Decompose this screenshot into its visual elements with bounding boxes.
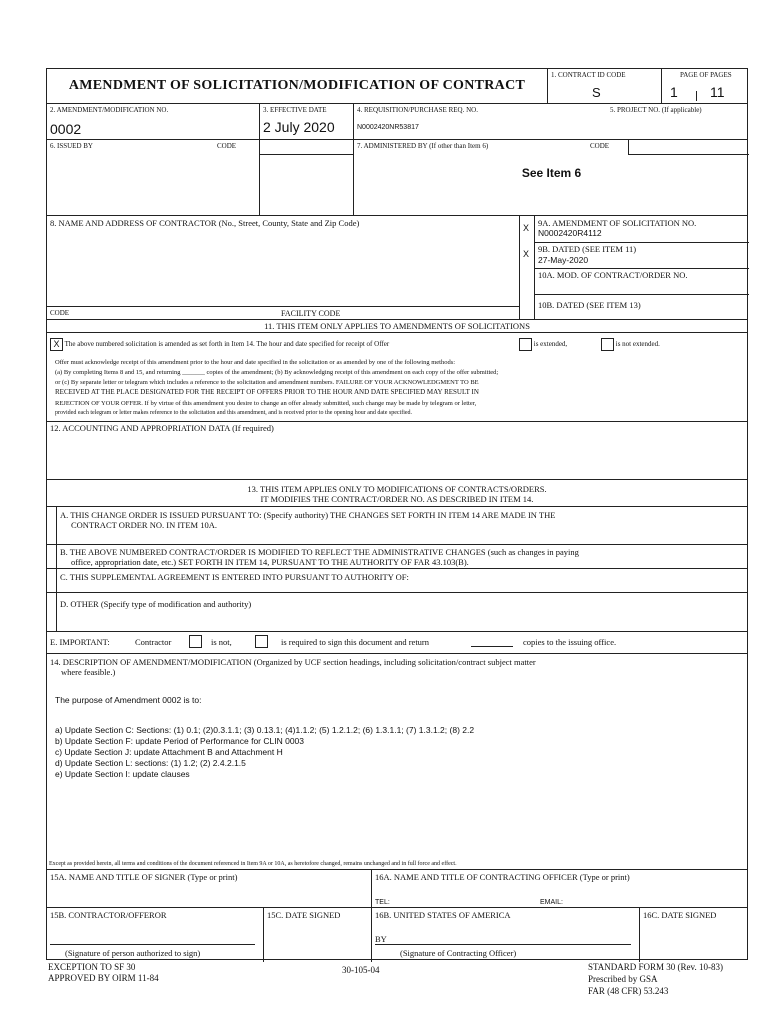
item11-p5: REJECTION OF YOUR OFFER. If by virtue of this amendment you desire to change an offer already submitted, such change may be made by telegram or letter, — [55, 400, 477, 407]
page-count: 11 — [710, 84, 725, 100]
footer-left-1: EXCEPTION TO SF 30 — [48, 962, 136, 972]
copies-label: copies to the issuing office. — [523, 637, 617, 647]
req-no-value[interactable]: N0002420NR53817 — [357, 124, 419, 131]
issued-by-code-box[interactable] — [260, 140, 353, 155]
contractor-signature-line[interactable] — [50, 944, 255, 945]
item14-line-c: c) Update Section J: update Attachment B and Attachment H — [55, 747, 283, 757]
item13d-label: D. OTHER (Specify type of modification and authority) — [60, 599, 252, 609]
amendment-no-value[interactable]: 0002 — [50, 121, 82, 137]
page-divider — [696, 91, 697, 101]
item13d-cell[interactable] — [47, 592, 747, 633]
req-no-label: 4. REQUISITION/PURCHASE REQ. NO. — [357, 106, 478, 114]
amendment-purpose: The purpose of Amendment 0002 is to: — [55, 695, 202, 705]
important-contractor: Contractor — [135, 637, 172, 647]
item14-line-a: a) Update Section C: Sections: (1) 0.1; (2)0.3.1.1; (3) 0.13.1; (4)1.1.2; (5) 1.2.1.2; (6) 1.3.1.1; (7) 1.3.1.2; (8) 2.2 — [55, 725, 475, 735]
item15a-label: 15A. NAME AND TITLE OF SIGNER (Type or print) — [50, 872, 238, 882]
item9b-value[interactable]: 27-May-2020 — [538, 255, 589, 265]
item9b-label: 9B. DATED (SEE ITEM 11) — [538, 244, 637, 254]
contractor-block — [47, 215, 747, 320]
item12-label: 12. ACCOUNTING AND APPROPRIATION DATA (If required) — [50, 423, 274, 433]
sf30-form — [46, 68, 748, 960]
item11-p3: or (c) By separate letter or telegram which includes a reference to the solicitation and amendment numbers. FAILURE OF YOUR ACKNOWLEDGMENT TO BE — [55, 379, 479, 386]
footer-right-1: STANDARD FORM 30 (Rev. 10-83) — [588, 962, 723, 972]
item9a-label: 9A. AMENDMENT OF SOLICITATION NO. — [538, 218, 697, 228]
form-title: AMENDMENT OF SOLICITATION/MODIFICATION OF CONTRACT — [68, 78, 526, 93]
item9b-mark[interactable]: X — [523, 249, 530, 259]
except-clause: Except as provided herein, all terms and conditions of the document referenced in Item 9A or 10A, as heretofore changed, remains unchanged and in full force and effect. — [49, 861, 457, 867]
by-label: BY — [375, 934, 387, 944]
item10b-label: 10B. DATED (SEE ITEM 13) — [538, 300, 641, 310]
effective-date-value[interactable]: 2 July 2020 — [263, 119, 335, 135]
tel-label: TEL: — [375, 899, 390, 906]
item13c-label: C. THIS SUPPLEMENTAL AGREEMENT IS ENTERED INTO PURSUANT TO AUTHORITY OF: — [60, 572, 409, 582]
issued-by-code-label: CODE — [217, 142, 237, 150]
contract-id-label: 1. CONTRACT ID CODE — [551, 71, 626, 79]
contractor-signature-caption: (Signature of person authorized to sign) — [65, 948, 201, 958]
footer-right-3: FAR (48 CFR) 53.243 — [588, 986, 669, 996]
copies-input[interactable] — [471, 646, 513, 647]
item11-not-extended — [601, 338, 660, 351]
footer-right-2: Prescribed by GSA — [588, 974, 658, 984]
item9a-cell — [535, 216, 749, 243]
item10a-label: 10A. MOD. OF CONTRACT/ORDER NO. — [538, 270, 688, 280]
is-not-extended-checkbox[interactable] — [601, 338, 614, 351]
contractor-name-address-label: 8. NAME AND ADDRESS OF CONTRACTOR (No., Street, County, State and Zip Code) — [50, 218, 360, 228]
item15c-label: 15C. DATE SIGNED — [267, 910, 341, 920]
header-row — [47, 69, 747, 103]
item11-extended — [519, 338, 567, 351]
item16b-label: 16B. UNITED STATES OF AMERICA — [375, 910, 511, 920]
footer-center: 30-105-04 — [342, 965, 380, 975]
officer-signature-caption: (Signature of Contracting Officer) — [400, 948, 517, 958]
important-label: E. IMPORTANT: — [50, 637, 110, 647]
item9a-mark[interactable]: X — [523, 223, 530, 233]
officer-signature-line[interactable] — [375, 944, 631, 945]
effective-date-label: 3. EFFECTIVE DATE — [263, 106, 327, 114]
administered-by-label: 7. ADMINISTERED BY (If other than Item 6) — [357, 142, 489, 150]
item11-heading: 11. THIS ITEM ONLY APPLIES TO AMENDMENTS OF SOLICITATIONS — [264, 321, 530, 331]
item9b-cell — [535, 242, 749, 269]
is-not-checkbox[interactable] — [189, 635, 202, 648]
item13a-line1: A. THIS CHANGE ORDER IS ISSUED PURSUANT TO: (Specify authority) THE CHANGES SET FORTH IN ITEM 14 ARE MADE IN THE — [60, 510, 556, 520]
item11-rule — [47, 332, 747, 333]
item14-line-d: d) Update Section L: sections: (1) 1.2; (2) 2.4.2.1.5 — [55, 758, 246, 768]
item10b-cell — [535, 294, 749, 320]
item12-rule — [47, 421, 747, 422]
item13c-cell[interactable] — [47, 568, 747, 593]
page-of-pages-label: PAGE OF PAGES — [680, 71, 732, 79]
item13b-line1: B. THE ABOVE NUMBERED CONTRACT/ORDER IS MODIFIED TO REFLECT THE ADMINISTRATIVE CHANGES (such as changes in paying — [60, 547, 579, 557]
item11-p2: (a) By completing Items 8 and 15, and returning _______ copies of the amendment; (b) By acknowledging receipt of this amendment on each copy of the offer submitted; — [55, 369, 499, 376]
contract-id-value: S — [592, 85, 601, 100]
item11-block — [47, 319, 747, 448]
item14-label2: where feasible.) — [61, 667, 116, 677]
footer-left-2: APPROVED BY OIRM 11-84 — [48, 973, 159, 983]
administered-by-value[interactable]: See Item 6 — [521, 166, 582, 180]
administered-by-code-box[interactable] — [628, 140, 749, 155]
item11-p1: Offer must acknowledge receipt of this amendment prior to the hour and date specified in the solicitation or as amended by one of the following methods: — [55, 359, 456, 366]
page-number: 1 — [670, 84, 678, 100]
is-extended-checkbox[interactable] — [519, 338, 532, 351]
row-2 — [47, 103, 747, 140]
item14-line-b: b) Update Section F: update Period of Performance for CLIN 0003 — [55, 736, 304, 746]
item11-amended-checkbox[interactable]: X — [50, 338, 63, 351]
item11-checkbox-row — [50, 338, 389, 351]
project-no-label: 5. PROJECT NO. (If applicable) — [610, 106, 702, 114]
item11-line1: The above numbered solicitation is amended as set forth in Item 14. The hour and date specified for receipt of Offer — [64, 340, 390, 349]
item11-p6: provided each telegram or letter makes reference to the solicitation and this amendment, and is received prior to the opening hour and date specified. — [55, 410, 413, 416]
item16a-label: 16A. NAME AND TITLE OF CONTRACTING OFFICER (Type or print) — [375, 872, 630, 882]
item15b-label: 15B. CONTRACTOR/OFFEROR — [50, 910, 167, 920]
is-not-label: is not, — [211, 637, 232, 647]
is-not-extended-label: is not extended. — [615, 340, 660, 349]
important-row — [47, 631, 747, 654]
contractor-code-label: CODE — [50, 309, 70, 317]
item13b-line2: office, appropriation date, etc.) SET FORTH IN ITEM 14, PURSUANT TO THE AUTHORITY OF FAR 43.103(B). — [71, 557, 469, 567]
is-extended-label: is extended, — [533, 340, 568, 349]
item14-block — [47, 653, 747, 870]
email-label: EMAIL: — [540, 899, 563, 906]
is-required-checkbox[interactable] — [255, 635, 268, 648]
item9a-value[interactable]: N0002420R4112 — [538, 228, 602, 238]
is-required-label: is required to sign this document and return — [281, 637, 430, 647]
item13-block — [47, 479, 747, 632]
item13-heading1: 13. THIS ITEM APPLIES ONLY TO MODIFICATIONS OF CONTRACTS/ORDERS. — [247, 484, 547, 494]
row-3 — [47, 139, 747, 216]
item13a-line2: CONTRACT ORDER NO. IN ITEM 10A. — [71, 520, 217, 530]
item13a-cell[interactable] — [47, 506, 747, 545]
item13-heading2: IT MODIFIES THE CONTRACT/ORDER NO. AS DESCRIBED IN ITEM 14. — [260, 494, 534, 504]
item16c-label: 16C. DATE SIGNED — [643, 910, 717, 920]
issued-by-label: 6. ISSUED BY — [50, 142, 93, 150]
facility-code-label: FACILITY CODE — [281, 309, 341, 318]
item10a-cell — [535, 268, 749, 295]
signer-row — [47, 869, 747, 908]
signature-row — [47, 907, 747, 962]
contractor-address-area[interactable] — [50, 230, 516, 306]
item14-label1: 14. DESCRIPTION OF AMENDMENT/MODIFICATION (Organized by UCF section headings, including solicitation/contract subject matter — [50, 657, 536, 667]
amendment-no-label: 2. AMENDMENT/MODIFICATION NO. — [50, 106, 169, 114]
item11-p4: RECEIVED AT THE PLACE DESIGNATED FOR THE RECEIPT OF OFFERS PRIOR TO THE HOUR AND DATE SPECIFIED MAY RESULT IN — [55, 388, 479, 396]
administered-by-code-label: CODE — [590, 142, 610, 150]
item13b-cell[interactable] — [47, 544, 747, 569]
item14-line-e: e) Update Section I: update clauses — [55, 769, 190, 779]
